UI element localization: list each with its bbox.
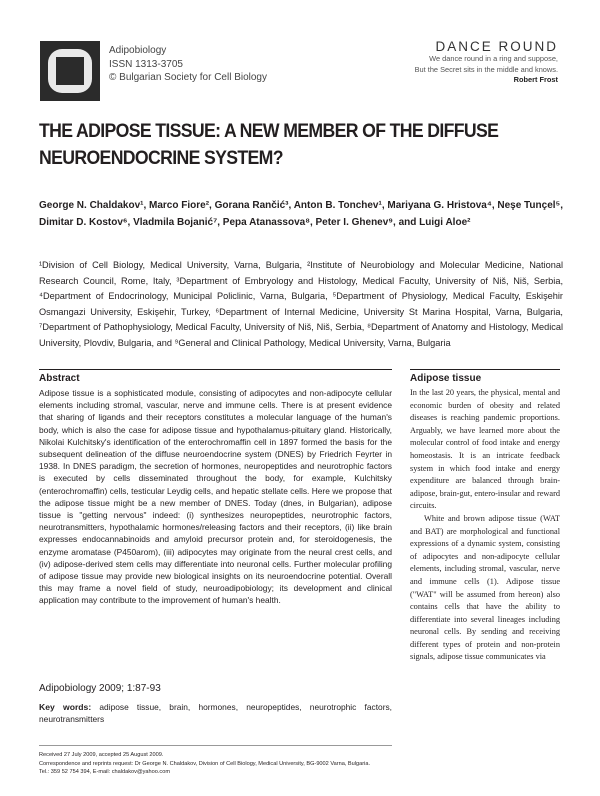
- journal-info: [109, 44, 267, 85]
- journal-issn: ISSN 1313-3705: [109, 58, 183, 70]
- article-title: THE ADIPOSE TISSUE: A NEW MEMBER OF THE DIFFUSE NEUROENDOCRINE SYSTEM?: [39, 121, 499, 169]
- footnote-rule: [39, 745, 392, 746]
- article-affiliations: ¹Division of Cell Biology, Medical University, Varna, Bulgaria, ²Institute of Neurobiology and Molecular Medicine, National Research Council, Rome, Italy, ³Department of Embryology and Histology, Medical Faculty, University of Niš, Niš, Serbia, ⁴Department of Endocrinology, Municipal Policlinic, Varna, Bulgaria, ⁵Department of Physiology, Medical Faculty, Eskişehir Osmangazi University, Eskişehir, Turkey, ⁶Department of Internal Medicine, University St Marina Hospital, Varna, Bulgaria, ⁷Department of Pathophysiology, Medical Faculty, University of Niš, Niš, Serbia, ⁸Department of Anatomy and Histology, Medical University, Plovdiv, Bulgaria, and ⁹General and Clinical Pathology, Medical University, Varna, Bulgaria: [39, 260, 563, 348]
- intro-paragraph-2: White and brown adipose tissue (WAT and BAT) are morphological and functional expressions of a dynamic system, consisting of adipocytes and non-adipocyte cellular elements, including stromal, vascular, nerve and immune cells (1). Adipose tissue ("WAT" will be assumed from hereon) also contains cells that have the ability to differentiate into several lineages including neuronal cells. By sending and receiving different types of protein and non-protein signals, adipose tissue communicates via: [410, 513, 560, 662]
- epigraph-author: Robert Frost: [513, 75, 558, 84]
- article-authors: George N. Chaldakov¹, Marco Fiore², Gorana Rančić³, Anton B. Tonchev¹, Mariyana G. Hristova⁴, Neşe Tunçel⁵, Dimitar D. Kostov⁶, Vladmila Bojanić⁷, Pepa Atanassova⁸, Peter I. Ghenev⁹, and Luigi Aloe²: [39, 200, 564, 228]
- journal-logo: [40, 41, 100, 101]
- abstract-rule: [39, 369, 392, 370]
- journal-copyright: © Bulgarian Society for Cell Biology: [109, 72, 267, 83]
- footnote: [39, 751, 399, 777]
- intro-heading: Adipose tissue: [410, 373, 482, 384]
- epigraph-line-1: We dance round in a ring and suppose,: [429, 54, 558, 63]
- keywords-label: Key words:: [39, 702, 92, 712]
- epigraph-line-2: But the Secret sits in the middle and knows.: [414, 64, 558, 74]
- footnote-received: Received 27 July 2009, accepted 25 August 2009.: [39, 752, 164, 758]
- citation: Adipobiology 2009; 1:87-93: [39, 683, 161, 694]
- intro-text: [410, 387, 560, 664]
- epigraph: [415, 39, 558, 85]
- logo-square: [56, 57, 84, 85]
- keywords: [39, 702, 392, 725]
- footnote-contact: Tel.: 359 52 754 394, E-mail: chaldakov@yahoo.com: [39, 769, 170, 775]
- abstract-text: Adipose tissue is a sophisticated module, consisting of adipocytes and non-adipocyte cellular elements including stromal, vascular, nerve and immune cells. There is at present evidence that sharing of ligands and their receptors constitutes a molecular language of the human's body, which is also the case for adipose tissue and hypothalamus-pituitary gland. Historically, Nikolai Kulchitsky's identification of the enterochromaffin cell in 1897 formed the basis for the subsequent delineation of the diffuse neuroendocrine system (DNES) by Friedrich Feyrter in 1938. In DNES paradigm, the secretion of hormones, neuropeptides and neurotrophic factors is executed by cells disseminated throughout the body, for example, Kulchitsky (enterochromaffin) cells, testicular Leydig cells, and hepatic stellate cells. Here we propose that the adipose tissue might be a new member of DNES. Today (dnes, in Bulgarian), adipose tissue is "getting nervous" indeed: (i) synthesizes neuropeptides, neurotrophic factors, neurotransmitters, hypothalamic hormones/releasing factors and their receptors, (ii) like brain expresses endocannabinoids and amyloid precursor protein and, for steroidogenesis, the enzyme aromatase (P450arom), (iii) adipocytes may originate from the neural crest cells, and (iv) adipose-derived stem cells may differentiate into neuronal cells. Further molecular profiling of adipose tissue may provide new biological insights on its neuroendocrine potential. Overall this may frame a novel field of study, neuroadipobiology; its development and clinical application may contribute to the improvement of human's health.: [39, 388, 392, 606]
- abstract-heading: Abstract: [39, 373, 80, 384]
- footnote-correspondence: Correspondence and reprints request: Dr George N. Chaldakov, Division of Cell Biology, Medical University, BG-9002 Varna, Bulgaria.: [39, 760, 371, 767]
- intro-rule: [410, 369, 560, 370]
- keywords-text: adipose tissue, brain, hormones, neuropeptides, neurotrophic factors, neurotransmitters: [39, 702, 393, 724]
- intro-paragraph-1: In the last 20 years, the physical, mental and economic burden of obesity and related diseases is reaching pandemic proportions. Arguably, we have learned more about the molecular control of food intake and energy homeostasis. It is an intricate feedback system in which food intake and energy expenditure are balanced through brain-adipose, brain-gut, entero-insular and reward circuits.: [410, 388, 560, 511]
- journal-name: Adipobiology: [109, 45, 167, 56]
- epigraph-title: DANCE ROUND: [435, 39, 558, 54]
